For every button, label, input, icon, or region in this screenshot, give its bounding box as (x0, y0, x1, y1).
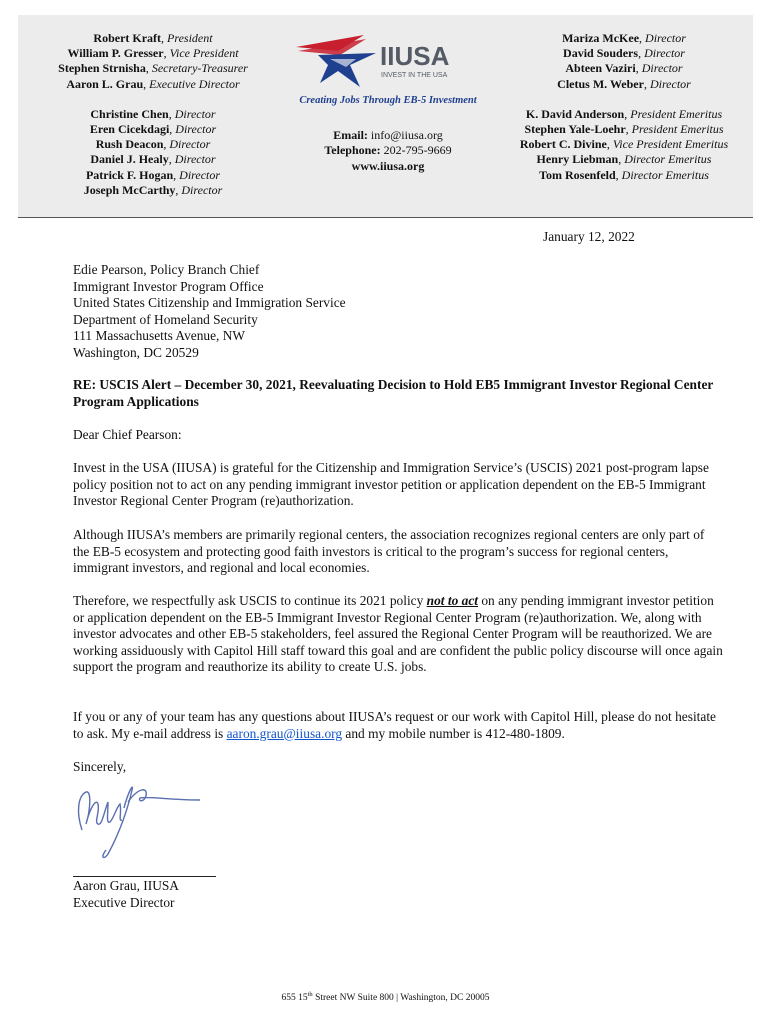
recipient-line: Edie Pearson, Policy Branch Chief (73, 262, 260, 277)
roster-entry: Stephen Yale-Loehr, President Emeritus (524, 122, 724, 137)
paragraph-1: Invest in the USA (IIUSA) is grateful for the Citizenship and Immigration Service’s (USCIS) 2021 post-program lapse policy position not to act on any pending immigrant investor petition or application dependent on the EB-5 Immigrant Investor Regional Center Program (re)authorization. (73, 460, 709, 509)
roster-entry: Aaron L. Grau, Executive Director (66, 76, 240, 91)
roster-name: Eren Cicekdagi (89, 122, 170, 137)
email-value[interactable]: info@iiusa.org (370, 128, 443, 142)
iiusa-logo (268, 25, 508, 93)
roster-name: Robert C. Divine (519, 137, 607, 152)
letterhead (18, 15, 753, 217)
paragraph-4-end: and my mobile number is 412-480-1809. (342, 725, 565, 741)
email-label: Email: (333, 128, 368, 142)
roster-title: Director Emeritus (621, 167, 709, 182)
roster-title: Director (169, 137, 211, 152)
roster-name: David Souders (563, 46, 639, 61)
logo-subtext: INVEST IN THE USA (381, 72, 448, 79)
roster-entry: Patrick F. Hogan, Director (85, 167, 221, 182)
roster-title: President Emeritus (631, 122, 724, 137)
roster-title: Director (174, 106, 216, 121)
recipient-line: Washington, DC 20529 (73, 344, 199, 360)
directors-list-right (493, 31, 755, 92)
roster-title: Director (644, 46, 685, 61)
tagline: Creating Jobs Through EB-5 Investment (299, 95, 477, 106)
recipient-line: 111 Massachusetts Avenue, NW (73, 328, 246, 344)
right-roster (493, 31, 755, 183)
roster-entry: Rush Deacon, Director (95, 137, 211, 152)
letter-date: January 12, 2022 (543, 229, 635, 244)
roster-name: Patrick F. Hogan (85, 167, 174, 182)
recipient-line: Immigrant Investor Program Office (73, 278, 264, 294)
roster-entry: Robert Kraft, President (93, 31, 213, 45)
paragraph-3-emphasis: not to act (426, 593, 478, 608)
roster-title: Director (181, 182, 223, 197)
paragraph-4-start: If you or any of your team has any questions about IIUSA’s request or our work with Capitol Hill, please do not hesitate to ask. My e-mail address is (73, 709, 716, 741)
roster-name: Stephen Strnisha (58, 61, 146, 76)
phone-value: 202-795-9669 (383, 143, 452, 158)
roster-entry: Christine Chen, Director (90, 106, 216, 121)
recipient-address (73, 262, 723, 362)
contact-block (268, 128, 508, 174)
emeritus-list (493, 107, 755, 183)
roster-title: Director (645, 31, 686, 45)
paragraph-3-start: Therefore, we respectfully ask USCIS to continue its 2021 policy (73, 593, 427, 608)
roster-entry: Eren Cicekdagi, Director (89, 122, 217, 137)
phone-label: Telephone: (324, 143, 381, 158)
salutation: Dear Chief Pearson: (73, 427, 182, 442)
roster-name: Robert Kraft (93, 31, 162, 45)
left-roster (18, 31, 288, 198)
paragraph-3 (73, 593, 723, 676)
roster-entry: Robert C. Divine, Vice President Emeritus (519, 137, 729, 152)
letterhead-divider (18, 217, 753, 218)
roster-name: Daniel J. Healy (90, 152, 169, 167)
footer-ordinal: th (307, 990, 313, 998)
roster-title: Director (174, 152, 216, 167)
roster-title: Vice President (169, 46, 239, 61)
roster-title: President Emeritus (630, 106, 723, 121)
closing: Sincerely, (73, 759, 127, 774)
letterhead-center (268, 25, 508, 174)
subject-line: RE: USCIS Alert – December 30, 2021, Reevaluating Decision to Hold EB5 Immigrant Investor Regional Center Program Applications (73, 377, 714, 409)
paragraph-3-end: on any pending immigrant investor petition or application dependent on the EB-5 Immigrant Investor Regional Center Program (re)authorization. We, along with investor advocates and other EB-5 stakeholders, feel assured the Regional Center Program will be reauthorized. We are working assiduously with Capitol Hill staff toward this goal and are confident the public policy discourse will once again support the program and reauthorize its ability to create U.S. jobs. (73, 593, 723, 675)
roster-title: Executive Director (149, 76, 240, 91)
roster-entry: K. David Anderson, President Emeritus (525, 106, 723, 121)
roster-title: President (167, 31, 213, 45)
roster-name: Aaron L. Grau (66, 76, 144, 91)
roster-entry: Mariza McKee, Director (562, 31, 686, 45)
recipient-line: United States Citizenship and Immigration Service (73, 295, 346, 311)
footer-address (0, 990, 771, 1003)
signer-name: Aaron Grau, IIUSA (73, 878, 179, 893)
roster-name: Abteen Vaziri (565, 61, 636, 76)
website-link[interactable]: www.iiusa.org (351, 158, 425, 173)
roster-name: Cletus M. Weber (557, 76, 644, 91)
roster-entry: Cletus M. Weber, Director (557, 76, 691, 91)
email-link[interactable]: aaron.grau@iiusa.org (226, 725, 343, 741)
roster-name: K. David Anderson (525, 106, 625, 121)
recipient-line: Department of Homeland Security (73, 311, 258, 327)
logo-star-icon (268, 25, 508, 93)
roster-entry: Joseph McCarthy, Director (83, 182, 223, 197)
roster-entry: Henry Liebman, Director Emeritus (536, 152, 712, 167)
roster-title: Vice President Emeritus (612, 137, 729, 152)
roster-name: Christine Chen (90, 106, 169, 121)
roster-entry: Stephen Strnisha, Secretary-Treasurer (58, 61, 248, 76)
signer-title: Executive Director (73, 895, 175, 910)
roster-name: William P. Gresser (67, 46, 164, 61)
roster-title: Director (649, 76, 691, 91)
roster-entry: Daniel J. Healy, Director (90, 152, 216, 167)
paragraph-4 (73, 709, 723, 742)
roster-name: Rush Deacon (95, 137, 164, 152)
roster-name: Mariza McKee (562, 31, 640, 45)
paragraph-2: Although IIUSA’s members are primarily regional centers, the association recognizes regional centers are only part of the EB-5 ecosystem and protecting good faith investors is critical to the program’s success for regional centers, immigrant investors, and regional and local economies. (73, 527, 705, 576)
roster-title: Secretary-Treasurer (151, 61, 248, 76)
directors-list-left (18, 107, 288, 198)
roster-entry: William P. Gresser, Vice President (67, 46, 239, 61)
signature-image (68, 772, 208, 862)
roster-entry: David Souders, Director (563, 46, 685, 61)
roster-name: Joseph McCarthy (83, 182, 176, 197)
roster-title: Director Emeritus (624, 152, 712, 167)
footer-address-rest: Street NW Suite 800 | Washington, DC 20005 (312, 993, 490, 1003)
signature-line (73, 876, 216, 877)
logo-wordmark: IIUSA (380, 41, 450, 71)
roster-name: Henry Liebman (536, 152, 619, 167)
roster-name: Tom Rosenfeld (539, 167, 616, 182)
officers-list (18, 31, 288, 92)
roster-entry: Tom Rosenfeld, Director Emeritus (539, 167, 709, 182)
roster-title: Director (641, 61, 683, 76)
roster-title: Director (179, 167, 221, 182)
roster-name: Stephen Yale-Loehr (524, 122, 626, 137)
roster-title: Director (175, 122, 217, 137)
roster-entry: Abteen Vaziri, Director (565, 61, 683, 76)
footer-street-number: 655 15 (281, 993, 308, 1003)
